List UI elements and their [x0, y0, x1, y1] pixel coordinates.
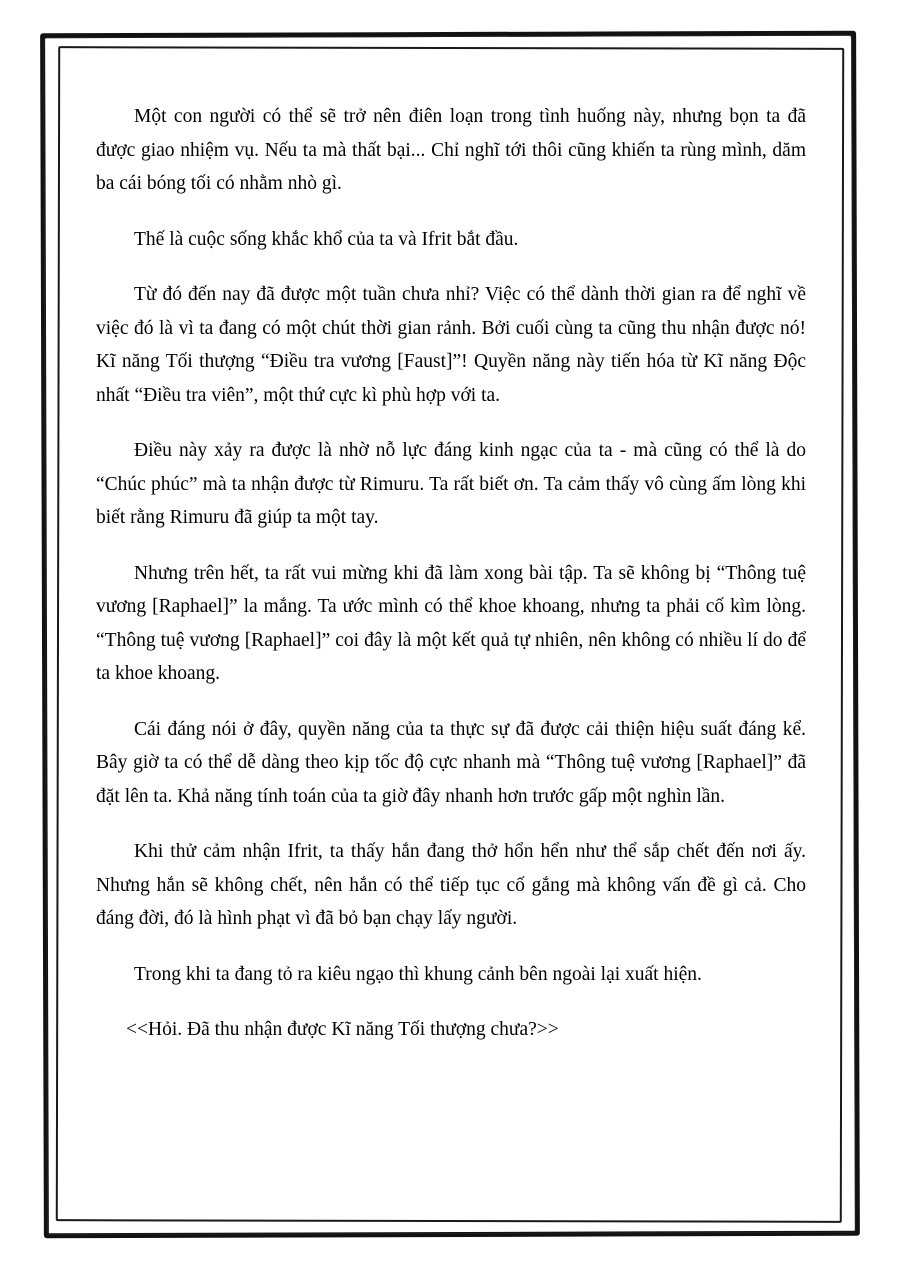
paragraph: Khi thử cảm nhận Ifrit, ta thấy hắn đang thở hổn hển như thể sắp chết đến nơi ấy. Nhưng hắn sẽ không chết, nên hắn có thể tiếp tục cố gắng mà không vấn đề gì cả. Cho đáng đời, đó là hình phạt vì đã bỏ bạn chạy lấy người. [96, 841, 806, 929]
paragraph: Một con người có thể sẽ trở nên điên loạn trong tình huống này, nhưng bọn ta đã được giao nhiệm vụ. Nếu ta mà thất bại... Chỉ nghĩ tới thôi cũng khiến ta rùng mình, dăm ba cái bóng tối có nhằm nhò gì. [96, 106, 806, 194]
document-body [96, 100, 806, 1180]
paragraph: Trong khi ta đang tỏ ra kiêu ngạo thì khung cảnh bên ngoài lại xuất hiện. [134, 963, 702, 985]
paragraph: Thế là cuộc sống khắc khổ của ta và Ifrit bắt đầu. [134, 228, 519, 250]
paragraph-system-query: <<Hỏi. Đã thu nhận được Kĩ năng Tối thượng chưa?>> [126, 1019, 559, 1040]
paragraph: Điều này xảy ra được là nhờ nỗ lực đáng kinh ngạc của ta - mà cũng có thể là do “Chúc phúc” mà ta nhận được từ Rimuru. Ta rất biết ơn. Ta cảm thấy vô cùng ấm lòng khi biết rằng Rimuru đã giúp ta một tay. [96, 440, 806, 528]
paragraph: Từ đó đến nay đã được một tuần chưa nhỉ? Việc có thể dành thời gian ra để nghĩ về việc đó là vì ta đang có một chút thời gian rảnh. Bởi cuối cùng ta cũng thu nhận được nó! Kĩ năng Tối thượng “Điều tra vương [Faust]”! Quyền năng này tiến hóa từ Kĩ năng Độc nhất “Điều tra viên”, một thứ cực kì phù hợp với ta. [96, 284, 806, 406]
paragraph: Nhưng trên hết, ta rất vui mừng khi đã làm xong bài tập. Ta sẽ không bị “Thông tuệ vương [Raphael]” la mắng. Ta ước mình có thể khoe khoang, nhưng ta phải cố kìm lòng. “Thông tuệ vương [Raphael]” coi đây là một kết quả tự nhiên, nên không có nhiều lí do để ta khoe khoang. [96, 562, 806, 684]
paragraph: Cái đáng nói ở đây, quyền năng của ta thực sự đã được cải thiện hiệu suất đáng kể. Bây giờ ta có thể dễ dàng theo kịp tốc độ cực nhanh mà “Thông tuệ vương [Raphael]” đã đặt lên ta. Khả năng tính toán của ta giờ đây nhanh hơn trước gấp một nghìn lần. [96, 718, 806, 807]
